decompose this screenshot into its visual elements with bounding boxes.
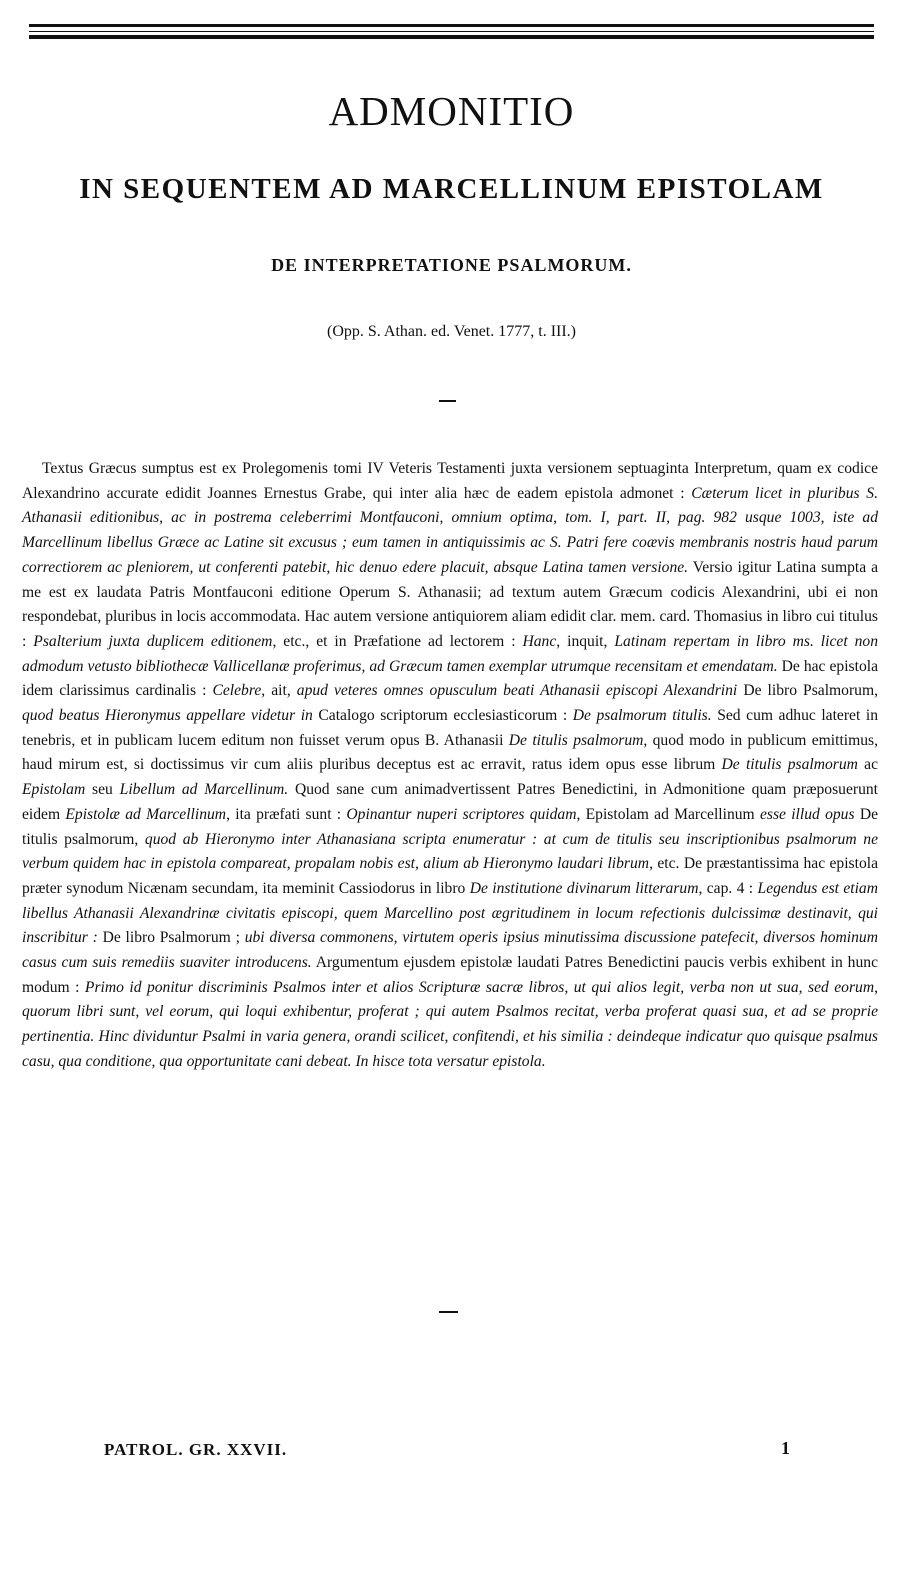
body-italic-segment: Latinam repertam in libro ms. licet non admodum vetusto bibliothecæ Vallicellanæ proferimus, ad Græcum tamen exemplar utrumque recensitam et emendatam. (22, 632, 878, 675)
body-italic-segment: Celebre (212, 682, 262, 700)
body-italic-segment: Epistolam (22, 781, 86, 799)
page-number: 1 (781, 1438, 790, 1458)
body-paragraph (22, 457, 878, 1075)
body-italic-segment: Hanc (522, 632, 557, 650)
top-rule-thick (29, 24, 874, 27)
body-text-segment: , etc. De præstantissima hac epistola præter synodum Nicænam secundam, ita meminit Cassiodorus in libro (22, 855, 879, 897)
body-italic-segment: apud veteres omnes opusculum beati Athanasii episcopi Alexandrini (296, 682, 738, 700)
body-text-segment: De titulis psalmorum, (22, 805, 878, 848)
body-italic-segment: esse illud opus (759, 805, 855, 823)
body-text-segment: De libro Psalmorum, (737, 682, 878, 700)
body-text-segment: De libro Psalmorum ; (97, 929, 245, 947)
body-italic-segment: De institutione divinarum litterarum (469, 879, 699, 897)
page-subsubtitle: DE INTERPRETATIONE PSALMORUM. (271, 255, 632, 275)
body-italic-segment: quod beatus Hieronymus appellare videtur in (22, 707, 313, 725)
body-text-segment: , cap. 4 : (698, 879, 758, 897)
body-italic-segment: Epistolæ ad Marcellinum (65, 805, 227, 823)
body-italic-segment: quod ab Hieronymo inter Athanasiana scripta enumeratur : at cum de titulis seu inscriptionibus psalmorum ne verbum quidem hac in epistola compareat, propalam nobis est, alium ab Hieronymo laudari librum (22, 830, 878, 873)
body-text-segment: , etc., et in Præfatione ad lectorem : (272, 632, 523, 650)
body-italic-segment: De psalmorum titulis. (572, 707, 712, 725)
body-italic-segment: ubi diversa commonens, virtutem operis ipsius minutissima discussione patefecit, diversos hominum casus cum suis remediis suaviter introducens. (22, 929, 878, 972)
body-text-segment: Catalogo scriptorum ecclesiasticorum : (312, 707, 573, 725)
body-text-segment: ac (857, 756, 879, 774)
body-text-segment: , Epistolam ad Marcellinum (576, 805, 760, 823)
end-divider (439, 1311, 458, 1313)
body-text-segment: Textus Græcus sumptus est ex Prolegomenis tomi IV Veteris Testamenti juxta versionem septuaginta Interpretum, quam ex codice Alexandrino accurate edidit Joannes Ernestus Grabe, qui inter alia hæc de eadem epistola admonet : (22, 460, 878, 502)
body-text-segment: Argumentum ejusdem epistolæ laudati Patres Benedictini paucis verbis exhibent in hunc modum : (22, 954, 878, 996)
page-title: ADMONITIO (328, 88, 575, 134)
body-italic-segment: Opinantur nuperi scriptores quidam (346, 805, 577, 823)
source-reference: (Opp. S. Athan. ed. Venet. 1777, t. III.) (327, 323, 576, 340)
body-italic-segment: Psalterium juxta duplicem editionem (33, 632, 273, 650)
body-italic-segment: Primo id ponitur discriminis Psalmos inter et alios Scripturæ sacræ libros, ut qui alios legit, verba non ut sua, sed eorum, quorum libri sunt, vel eorum, qui loqui exhibentur, proferat ; qui autem Psalmos recitat, verba proferat quasi sua, et ad se proprie pertinentia. Hinc dividuntur Psalmi in varia genera, orandi scilicet, confitendi, et his similia : deindeque indicatur quo quisque psalmus casu, qua conditione, qua opportunitate cani debeat. In hisce tota versatur epistola. (22, 978, 879, 1070)
body-text-segment: , ait, (261, 682, 297, 700)
page-subtitle: IN SEQUENTEM AD MARCELLINUM EPISTOLAM (79, 173, 824, 205)
body-text-segment: , inquit, (556, 632, 615, 650)
body-text-segment: , ita præfati sunt : (226, 805, 347, 823)
body-text-segment: Quod sane cum animadvertissent Patres Benedictini, in Admonitione quam præposuerunt eidem (22, 781, 878, 823)
body-text-segment: Versio igitur Latina sumpta a me est ex laudata Patris Montfauconi editione Operum S. Athanasii; ad textum autem Græcum codicis Alexandrini, ubi ei non respondebat, pluribus in locis accommodata. Hac autem versione antiquiorem aliam edidit clar. mem. card. Thomasius in libro cui titulus : (22, 558, 878, 650)
body-text-segment: , quod modo in publicum emittimus, haud mirum est, si doctissimus vir cum aliis pluribus deceptus est ac erravit, ratus idem opus esse librum (22, 731, 878, 774)
body-italic-segment: De titulis psalmorum (721, 756, 858, 774)
section-divider (439, 400, 456, 402)
top-rule-thick-lower (29, 35, 874, 39)
body-italic-segment: Legendus est etiam libellus Athanasii Alexandrinæ civitatis episcopi, quem Marcellino post ægritudinem in locum refectionis dulcissimæ destinavit, qui inscribitur : (22, 879, 878, 947)
body-text-segment: De hac epistola idem clarissimus cardinalis : (22, 657, 878, 700)
body-italic-segment: De titulis psalmorum (508, 731, 644, 749)
body-text-segment: Sed cum adhuc lateret in tenebris, et in publicam lucem editum non fuisset verum opus B. Athanasii (22, 707, 878, 749)
top-rule-thin (29, 31, 874, 32)
footer-signature: PATROL. GR. XXVII. (104, 1440, 288, 1459)
body-text-segment: seu (85, 781, 120, 799)
body-italic-segment: Cæterum licet in pluribus S. Athanasii editionibus, ac in postrema celeberrimi Montfauconi, omnium optima, tom. I, part. II, pag. 982 usque 1003, iste ad Marcellinum libellus Græce ac Latine sit excusus ; eum tamen in antiquissimis ac S. Patri fere coævis membranis nostris haud parum correctiorem ac pleniorem, ut conferenti patebit, hic denuo edere placuit, absque Latina tamen versione. (22, 484, 878, 576)
body-italic-segment: Libellum ad Marcellinum. (119, 781, 289, 799)
